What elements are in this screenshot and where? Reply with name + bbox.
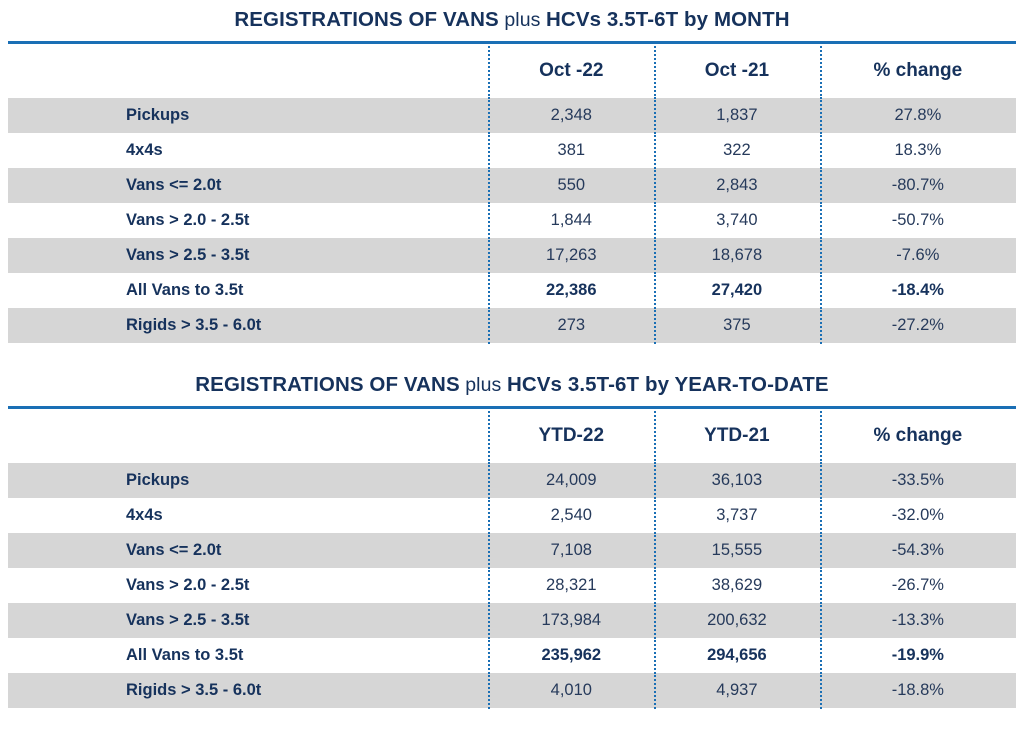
table-row-total [8, 273, 1016, 308]
row-label: All Vans to 3.5t [8, 273, 488, 308]
row-label: Vans > 2.0 - 2.5t [8, 203, 488, 238]
block-spacer [0, 343, 1024, 365]
monthly-title-part2: HCVs 3.5T-6T by MONTH [546, 8, 790, 31]
row-value-previous: 15,555 [654, 533, 820, 568]
row-label: All Vans to 3.5t [8, 638, 488, 673]
table-header-row [8, 409, 1016, 463]
row-value-previous: 375 [654, 308, 820, 343]
row-label: 4x4s [8, 498, 488, 533]
table-row [8, 603, 1016, 638]
table-header-row [8, 44, 1016, 98]
table-row [8, 498, 1016, 533]
row-value-change: -54.3% [820, 533, 1016, 568]
column-header-current: YTD-22 [488, 409, 654, 463]
row-value-previous: 1,837 [654, 98, 820, 133]
row-value-current: 1,844 [488, 203, 654, 238]
ytd-title-part2: HCVs 3.5T-6T by YEAR-TO-DATE [506, 373, 829, 396]
row-label: Pickups [8, 98, 488, 133]
monthly-registrations-table [8, 44, 1016, 343]
row-value-change: -18.8% [820, 673, 1016, 708]
row-value-current: 173,984 [488, 603, 654, 638]
column-header-current: Oct -22 [488, 44, 654, 98]
row-value-current: 2,540 [488, 498, 654, 533]
column-header-change: % change [820, 409, 1016, 463]
table-row [8, 168, 1016, 203]
row-label: Vans > 2.5 - 3.5t [8, 603, 488, 638]
monthly-registrations-block [0, 0, 1024, 343]
row-value-previous: 322 [654, 133, 820, 168]
row-value-previous: 3,737 [654, 498, 820, 533]
row-label: Vans <= 2.0t [8, 168, 488, 203]
row-value-current: 273 [488, 308, 654, 343]
row-value-change: 27.8% [820, 98, 1016, 133]
table-row [8, 308, 1016, 343]
row-value-change: -50.7% [820, 203, 1016, 238]
table-row [8, 98, 1016, 133]
column-header-previous: Oct -21 [654, 44, 820, 98]
row-value-current: 17,263 [488, 238, 654, 273]
row-label: Vans > 2.0 - 2.5t [8, 568, 488, 603]
row-value-change: -7.6% [820, 238, 1016, 273]
row-value-change: -80.7% [820, 168, 1016, 203]
row-value-change: -13.3% [820, 603, 1016, 638]
column-header-category [8, 44, 488, 98]
table-row [8, 133, 1016, 168]
row-value-current: 7,108 [488, 533, 654, 568]
row-value-change: -18.4% [820, 273, 1016, 308]
row-value-previous: 18,678 [654, 238, 820, 273]
monthly-title-part1: REGISTRATIONS OF VANS [234, 8, 499, 31]
row-label: Rigids > 3.5 - 6.0t [8, 308, 488, 343]
row-value-previous: 38,629 [654, 568, 820, 603]
row-value-previous: 4,937 [654, 673, 820, 708]
column-header-category [8, 409, 488, 463]
table-row [8, 238, 1016, 273]
row-value-previous: 27,420 [654, 273, 820, 308]
row-value-previous: 36,103 [654, 463, 820, 498]
ytd-registrations-block [0, 365, 1024, 708]
table-row [8, 203, 1016, 238]
ytd-title-plus: plus [459, 374, 507, 396]
row-label: Vans <= 2.0t [8, 533, 488, 568]
row-value-change: -33.5% [820, 463, 1016, 498]
row-value-change: -26.7% [820, 568, 1016, 603]
row-label: 4x4s [8, 133, 488, 168]
table-row-total [8, 638, 1016, 673]
row-value-previous: 3,740 [654, 203, 820, 238]
table-row [8, 673, 1016, 708]
column-header-change: % change [820, 44, 1016, 98]
ytd-registrations-table [8, 409, 1016, 708]
row-value-current: 2,348 [488, 98, 654, 133]
row-label: Pickups [8, 463, 488, 498]
row-value-change: 18.3% [820, 133, 1016, 168]
table-row [8, 463, 1016, 498]
table-row [8, 568, 1016, 603]
ytd-title-part1: REGISTRATIONS OF VANS [195, 373, 460, 396]
row-value-previous: 200,632 [654, 603, 820, 638]
row-value-current: 550 [488, 168, 654, 203]
monthly-table-title [8, 0, 1016, 41]
row-value-change: -27.2% [820, 308, 1016, 343]
row-value-previous: 294,656 [654, 638, 820, 673]
ytd-table-title [8, 365, 1016, 406]
table-row [8, 533, 1016, 568]
row-value-current: 22,386 [488, 273, 654, 308]
row-label: Rigids > 3.5 - 6.0t [8, 673, 488, 708]
row-value-change: -19.9% [820, 638, 1016, 673]
bottom-spacer [0, 708, 1024, 718]
row-value-change: -32.0% [820, 498, 1016, 533]
row-value-current: 235,962 [488, 638, 654, 673]
column-header-previous: YTD-21 [654, 409, 820, 463]
row-value-current: 28,321 [488, 568, 654, 603]
row-label: Vans > 2.5 - 3.5t [8, 238, 488, 273]
monthly-title-plus: plus [498, 9, 547, 31]
row-value-previous: 2,843 [654, 168, 820, 203]
row-value-current: 24,009 [488, 463, 654, 498]
row-value-current: 4,010 [488, 673, 654, 708]
row-value-current: 381 [488, 133, 654, 168]
